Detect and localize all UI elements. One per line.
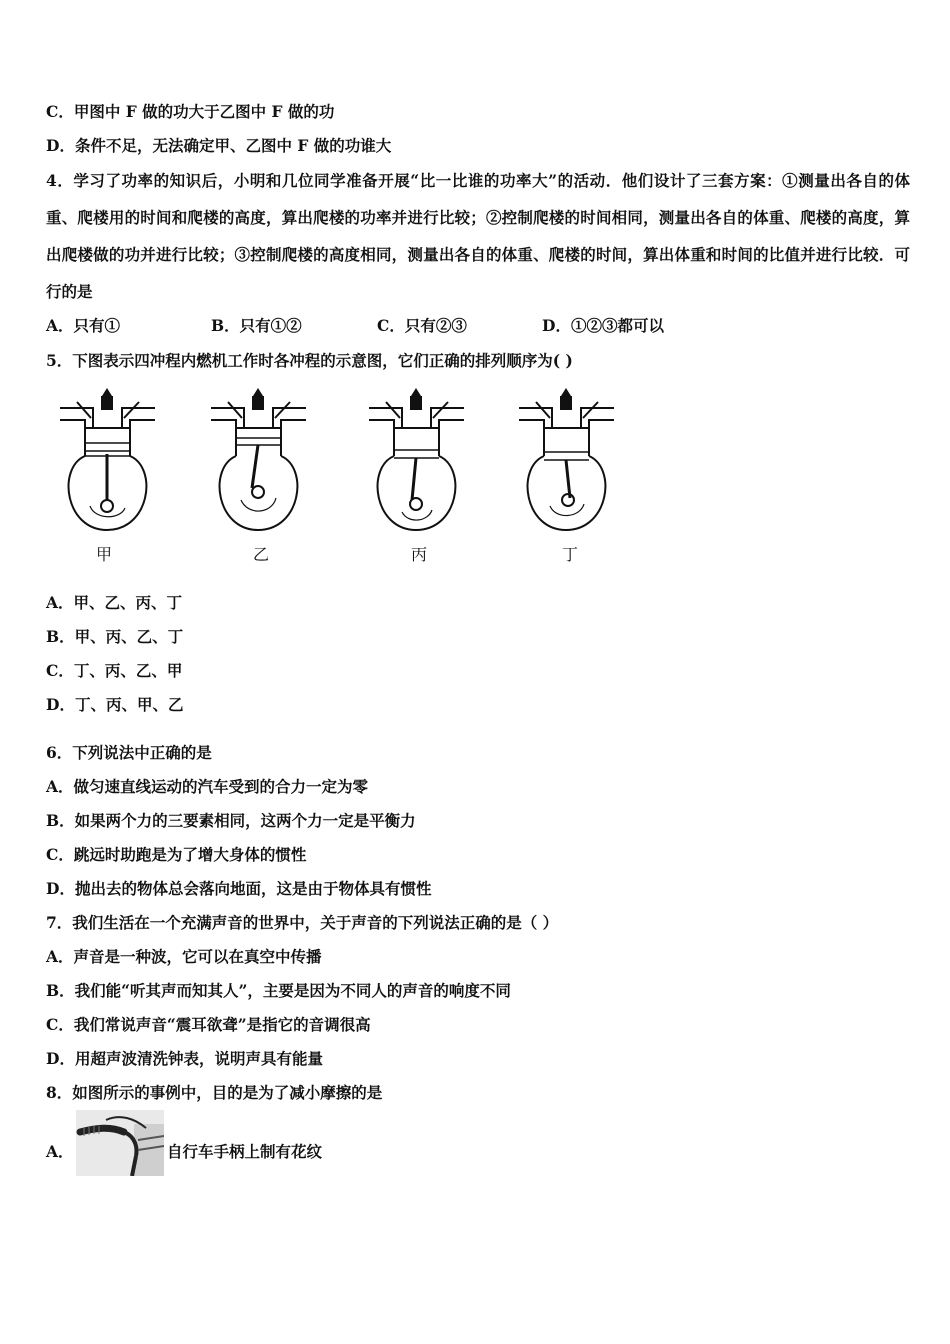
q4-stem: 4．学习了功率的知识后，小明和几位同学准备开展“比一比谁的功率大”的活动．他们设计了三套方案：①测量出各自的体重、爬楼用的时间和爬楼的高度，算出爬楼的功率并进行比较；②控制爬楼的时间相同，测量出各自的体重、爬楼的高度，算出爬楼做的功并进行比较；③控制爬楼的高度相同，测量出各自的体重、爬楼的时间，算出体重和时间的比值并进行比较．可行的是 [46,171,910,301]
q5-option-a: A．甲、乙、丙、丁 [46,593,183,612]
engine-label-ding: 丁 [561,545,578,564]
engine-diagram-bing [364,388,469,563]
q6-option-c: C．跳远时助跑是为了增大身体的惯性 [46,845,307,864]
q6-option-a: A．做匀速直线运动的汽车受到的合力一定为零 [46,777,369,796]
q5-stem: 5．下图表示四冲程内燃机工作时各冲程的示意图，它们正确的排列顺序为( ) [46,351,573,370]
engine-diagram-ding [514,388,619,563]
q5-option-b: B．甲、丙、乙、丁 [46,627,184,646]
q8-option-a [46,1110,646,1176]
q8-option-a-letter: A． [46,1142,74,1161]
q4-option-b: B．只有①② [211,316,302,335]
q3-option-c: C．甲图中 F 做的功大于乙图中 F 做的功 [46,102,335,121]
q7-option-c: C．我们常说声音“震耳欲聋”是指它的音调很高 [46,1015,371,1034]
q8-stem: 8．如图所示的事例中，目的是为了减小摩擦的是 [46,1083,383,1102]
q7-option-b: B．我们能“听其声而知其人”，主要是因为不同人的声音的响度不同 [46,981,511,1000]
engine-label-jia: 甲 [95,545,112,564]
engine-diagram-jia [55,388,160,563]
q3-option-d: D．条件不足，无法确定甲、乙图中 F 做的功谁大 [46,136,392,155]
q7-option-d: D．用超声波清洗钟表，说明声具有能量 [46,1049,323,1068]
engine-label-yi: 乙 [252,545,269,564]
q7-stem: 7．我们生活在一个充满声音的世界中，关于声音的下列说法正确的是（ ） [46,913,559,932]
q4-option-d: D．①②③都可以 [542,316,664,335]
engine-label-bing: 丙 [410,545,427,564]
q6-stem: 6．下列说法中正确的是 [46,743,212,762]
q4-option-a: A．只有① [46,316,121,335]
q5-option-d: D．丁、丙、甲、乙 [46,695,184,714]
engine-diagram-yi [206,388,311,563]
q4-options [46,315,910,337]
q6-option-d: D．抛出去的物体总会落向地面，这是由于物体具有惯性 [46,879,432,898]
q8-option-a-caption: 自行车手柄上制有花纹 [167,1142,323,1161]
q5-option-c: C．丁、丙、乙、甲 [46,661,183,680]
q6-option-b: B．如果两个力的三要素相同，这两个力一定是平衡力 [46,811,416,830]
bicycle-handlebar-image [76,1110,164,1176]
q4-option-c: C．只有②③ [377,316,467,335]
q7-option-a: A．声音是一种波，它可以在真空中传播 [46,947,322,966]
